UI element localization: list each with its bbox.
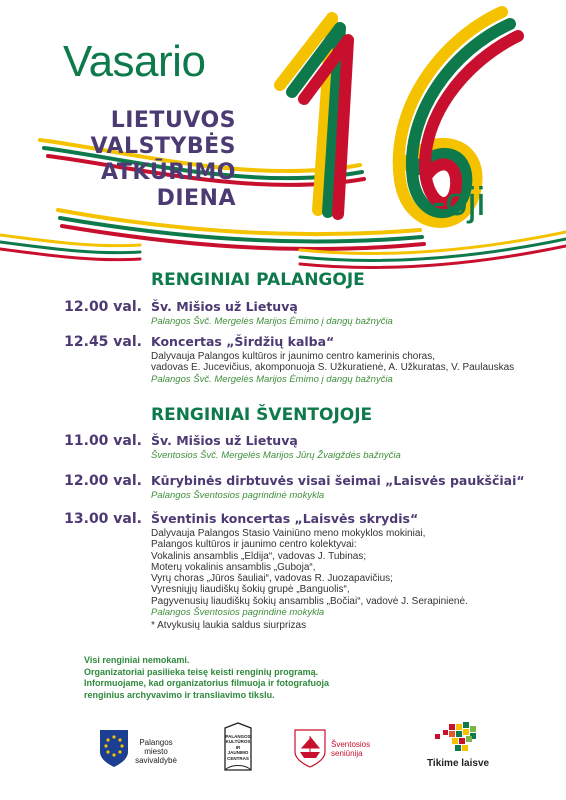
culture-center-logo xyxy=(213,722,263,774)
footer-note-line: Informuojame, kad organizatorius filmuoja ir fotografuoja xyxy=(84,678,330,689)
tikime-laisve-logo xyxy=(425,720,490,780)
event-title: Koncertas „Širdžių kalba“ xyxy=(151,334,335,349)
footer-note-line: renginius archyvavimo ir transliavimo tikslu. xyxy=(84,689,275,700)
event-detail-line: vadovas E. Jucevičius, akomponuoja S. Užkuratienė, A. Užkuratas, V. Paulauskas xyxy=(151,362,515,374)
event-detail-line: Vokalinis ansamblis „Eldija“, vadovas J. Tubinas; xyxy=(151,550,367,562)
footer-note-line: Organizatoriai pasilieka teisę keisti renginių programą. xyxy=(84,666,319,677)
logo-text-line: seniūnija xyxy=(331,749,363,758)
logo-text-line: Šventosios xyxy=(331,740,371,749)
event-title: Šv. Mišios už Lietuvą xyxy=(151,433,298,448)
event-time: 11.00 val. xyxy=(64,433,142,449)
event-time: 13.00 val. xyxy=(64,511,142,527)
event-time: 12.45 val. xyxy=(64,334,142,350)
coat-of-arms-icon xyxy=(98,728,130,768)
event-detail-line: Dalyvauja Palangos Stasio Vainiūno meno mokyklos mokiniai, xyxy=(151,528,426,539)
logo-text-line: Palangos xyxy=(139,738,173,747)
event-place: Palangos Šventosios pagrindinė mokykla xyxy=(151,490,325,501)
event-note: * Atvykusių laukia saldus siurprizas xyxy=(151,620,307,632)
event-place: Palangos Švč. Mergelės Marijos Ėmimo į dangų bažnyčia xyxy=(151,316,393,327)
subtitle-line-1: LIETUVOS xyxy=(110,108,236,133)
number-16-brush-graphic xyxy=(240,0,540,250)
event-detail-line: Pagyvenusių liaudiškų šokių ansamblis „Bočiai“, vadovė J. Serapinienė. xyxy=(151,595,468,607)
event-detail-line: Vyrų choras „Jūros šauliai“, vadovas R. Juozapavičius; xyxy=(151,573,393,585)
event-place: Palangos Šventosios pagrindinė mokykla xyxy=(151,607,325,619)
logo-text-line: PALANGOS xyxy=(225,734,251,739)
event-title: Šv. Mišios už Lietuvą xyxy=(151,299,298,314)
subtitle-line-2: VALSTYBĖS xyxy=(90,134,236,159)
subtitle-line-4: DIENA xyxy=(156,186,236,211)
footer-notes xyxy=(84,655,384,701)
footer-note-line: Visi renginiai nemokami. xyxy=(84,655,190,665)
subtitle-line-3: ATKŪRIMO xyxy=(101,160,236,185)
event-detail-line: Vyresniųjų liaudiškų šokių grupė „Banguolis“, xyxy=(151,584,350,596)
event-title: Kūrybinės dirbtuvės visai šeimai „Laisvės paukščiai“ xyxy=(151,473,525,488)
logo-text-line: miesto xyxy=(144,747,168,756)
event-place: Palangos Švč. Mergelės Marijos Ėmimo į dangų bažnyčia xyxy=(151,373,393,385)
section-title-palanga: RENGINIAI PALANGOJE xyxy=(151,270,365,290)
header-title-word: Vasario xyxy=(63,37,206,86)
event-place: Šventosios Švč. Mergelės Marijos Jūrų Žvaigždės bažnyčia xyxy=(151,450,401,461)
section-title-sventoji: RENGINIAI ŠVENTOJOJE xyxy=(151,405,373,425)
header-suffix: -oji xyxy=(432,180,486,224)
logo-text-line: CENTRAS xyxy=(227,755,249,761)
mosaic-squares-icon xyxy=(435,720,481,756)
logo-text-line: Tikime laisve xyxy=(427,758,490,769)
event-time: 12.00 val. xyxy=(64,473,142,489)
event-title: Šventinis koncertas „Laisvės skrydis“ xyxy=(151,511,419,526)
ship-emblem-icon xyxy=(293,728,327,768)
event-detail-line: Palangos kultūros ir jaunimo centro kolektyvai: xyxy=(151,539,357,551)
logo-text-line: IR JAUNIMO xyxy=(227,744,249,756)
event-detail-line: Moterų vokalinis ansamblis „Guboja“, xyxy=(151,561,316,573)
event-time: 12.00 val. xyxy=(64,299,142,315)
event-detail-line: Dalyvauja Palangos kultūros ir jaunimo centro kamerinis choras, xyxy=(151,351,436,362)
logo-text-line: KULTŪROS xyxy=(225,739,251,745)
logo-text-line: savivaldybė xyxy=(135,756,177,765)
